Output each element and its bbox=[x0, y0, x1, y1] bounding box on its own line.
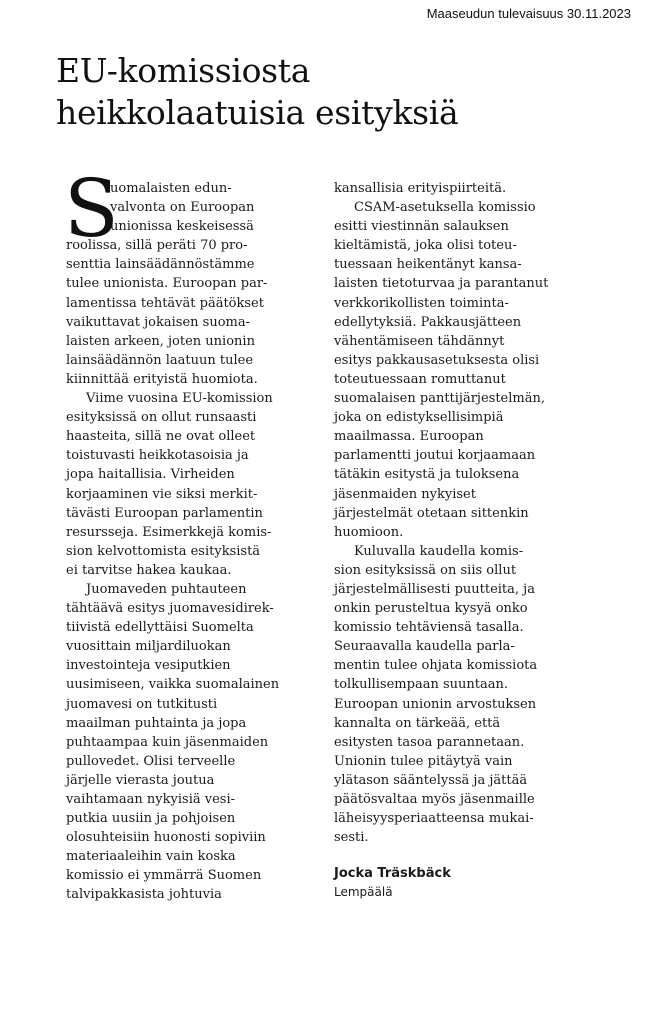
text-line: putkia uusiin ja pohjoisen bbox=[66, 811, 236, 827]
text-line: vähentämiseen tähdännyt bbox=[334, 333, 505, 349]
text-line: esitys pakkausasetuksesta olisi bbox=[334, 352, 540, 368]
text-line: kiinnittää erityistä huomiota. bbox=[66, 371, 258, 387]
text-line: jäsenmaiden nykyiset bbox=[334, 486, 476, 502]
text-line: sesti. bbox=[334, 830, 369, 846]
author-location: Lempäälä bbox=[334, 885, 393, 900]
text-line: tiivistä edellyttäisi Suomelta bbox=[66, 620, 254, 636]
text-line: komissio tehtäviensä tasalla. bbox=[334, 620, 524, 636]
text-line: resursseja. Esimerkkejä komis- bbox=[66, 524, 272, 540]
headline-line-2: heikkolaatuisia esityksiä bbox=[56, 93, 459, 132]
text-line: sion kelvottomista esityksistä bbox=[66, 543, 261, 559]
text-line: verkkorikollisten toiminta- bbox=[334, 295, 509, 311]
text-line: kansallisia erityispiirteitä. bbox=[334, 181, 507, 196]
text-line: Juomaveden puhtauteen bbox=[86, 581, 247, 597]
text-line: mentin tulee ohjata komissiota bbox=[334, 658, 538, 674]
text-line: maailmassa. Euroopan bbox=[334, 429, 484, 445]
text-line: järjestelmät otetaan sittenkin bbox=[334, 505, 529, 521]
text-line: ei tarvitse hakea kaukaa. bbox=[66, 562, 232, 578]
text-line: tolkullisempaan suuntaan. bbox=[334, 677, 508, 693]
text-line: vaihtamaan nykyisiä vesi- bbox=[66, 792, 235, 807]
text-line: kieltämistä, joka olisi toteu- bbox=[334, 238, 517, 254]
text-line: lamentissa tehtävät päätökset bbox=[66, 295, 264, 311]
dropcap-letter: S bbox=[64, 162, 119, 255]
text-line: puhtaampaa kuin jäsenmaiden bbox=[66, 734, 269, 750]
text-line: edellytyksiä. Pakkausjätteen bbox=[334, 314, 522, 330]
text-line: Viime vuosina EU-komission bbox=[86, 391, 273, 407]
text-line: onkin perusteltua kysyä onko bbox=[334, 601, 528, 617]
text-line: senttia lainsäädännöstämme bbox=[66, 257, 255, 273]
text-line: laisten tietoturvaa ja parantanut bbox=[334, 276, 549, 292]
article-column-left bbox=[64, 162, 324, 905]
text-line: Euroopan unionin arvostuksen bbox=[334, 696, 537, 712]
text-line: järjestelmällisesti puutteita, ja bbox=[334, 581, 535, 597]
text-line: materiaaleihin vain koska bbox=[66, 849, 236, 865]
text-line: korjaaminen vie siksi merkit- bbox=[66, 486, 258, 502]
text-line: tulee unionista. Euroopan par- bbox=[66, 276, 268, 292]
text-line: päätösvaltaa myös jäsenmaille bbox=[334, 792, 535, 807]
text-line: toistuvasti heikkotasoisia ja bbox=[66, 448, 249, 464]
text-line: lainsäädännön laatuun tulee bbox=[66, 352, 254, 368]
text-line: investointeja vesiputkien bbox=[66, 658, 231, 674]
text-line: Kuluvalla kaudella komis- bbox=[354, 543, 524, 559]
text-line: esityksissä on ollut runsaasti bbox=[66, 410, 257, 426]
text-line: Seuraavalla kaudella parla- bbox=[334, 639, 515, 655]
text-line: huomioon. bbox=[334, 524, 404, 540]
text-line: kannalta on tärkeää, että bbox=[334, 715, 501, 731]
text-line: laisten arkeen, joten unionin bbox=[66, 333, 255, 349]
text-line: vaikuttavat jokaisen suoma- bbox=[66, 314, 251, 330]
text-line: läheisyysperiaatteensa mukai- bbox=[334, 811, 534, 827]
text-line: komissio ei ymmärrä Suomen bbox=[66, 868, 262, 884]
text-line: tähtäävä esitys juomavesidirek- bbox=[66, 601, 274, 617]
text-line: esitti viestinnän salauksen bbox=[334, 219, 509, 235]
text-line: roolissa, sillä peräti 70 pro- bbox=[66, 238, 248, 254]
text-line: olosuhteisiin huonosti sopiviin bbox=[66, 830, 266, 846]
text-line: toteutuessaan romuttanut bbox=[334, 371, 506, 387]
text-line: järjelle vierasta joutua bbox=[66, 772, 215, 788]
text-line: pullovedet. Olisi terveelle bbox=[66, 753, 236, 769]
text-line: sion esityksissä on siis ollut bbox=[334, 562, 517, 578]
text-line: suomalaisen panttijärjestelmän, bbox=[334, 391, 545, 407]
text-line: valvonta on Euroopan bbox=[110, 200, 255, 216]
text-line: maailman puhtainta ja jopa bbox=[66, 715, 247, 731]
text-line: esitysten tasoa parannetaan. bbox=[334, 734, 525, 750]
text-line: uomalaisten edun- bbox=[110, 181, 232, 196]
text-line: haasteita, sillä ne ovat olleet bbox=[66, 429, 256, 445]
headline bbox=[56, 50, 616, 134]
headline-line-1: EU-komissiosta bbox=[56, 51, 311, 90]
text-line: tävästi Euroopan parlamentin bbox=[66, 505, 263, 521]
article-column-right bbox=[334, 179, 592, 901]
text-line: tätäkin esitystä ja tuloksena bbox=[334, 467, 520, 483]
dropcap-box bbox=[64, 162, 119, 255]
text-line: talvipakkasista johtuvia bbox=[66, 887, 222, 903]
text-line: Unionin tulee pitäytyä vain bbox=[334, 753, 513, 769]
source-date-label: Maaseudun tulevaisuus 30.11.2023 bbox=[426, 6, 631, 21]
text-line: ylätason sääntelyssä ja jättää bbox=[334, 772, 528, 788]
text-line: tuessaan heikentänyt kansa- bbox=[334, 257, 522, 273]
text-line: juomavesi on tutkitusti bbox=[66, 696, 218, 712]
text-line: vuosittain miljardiluokan bbox=[66, 639, 231, 655]
text-line: jopa haitallisia. Virheiden bbox=[66, 467, 235, 483]
text-line: uusimiseen, vaikka suomalainen bbox=[66, 677, 280, 693]
author-name: Jocka Träskbäck bbox=[334, 866, 451, 882]
text-line: CSAM-asetuksella komissio bbox=[354, 200, 536, 216]
text-line: parlamentti joutui korjaamaan bbox=[334, 448, 536, 464]
text-line: unionissa keskeisessä bbox=[110, 219, 254, 235]
text-line: joka on edistyksellisimpiä bbox=[334, 410, 504, 426]
